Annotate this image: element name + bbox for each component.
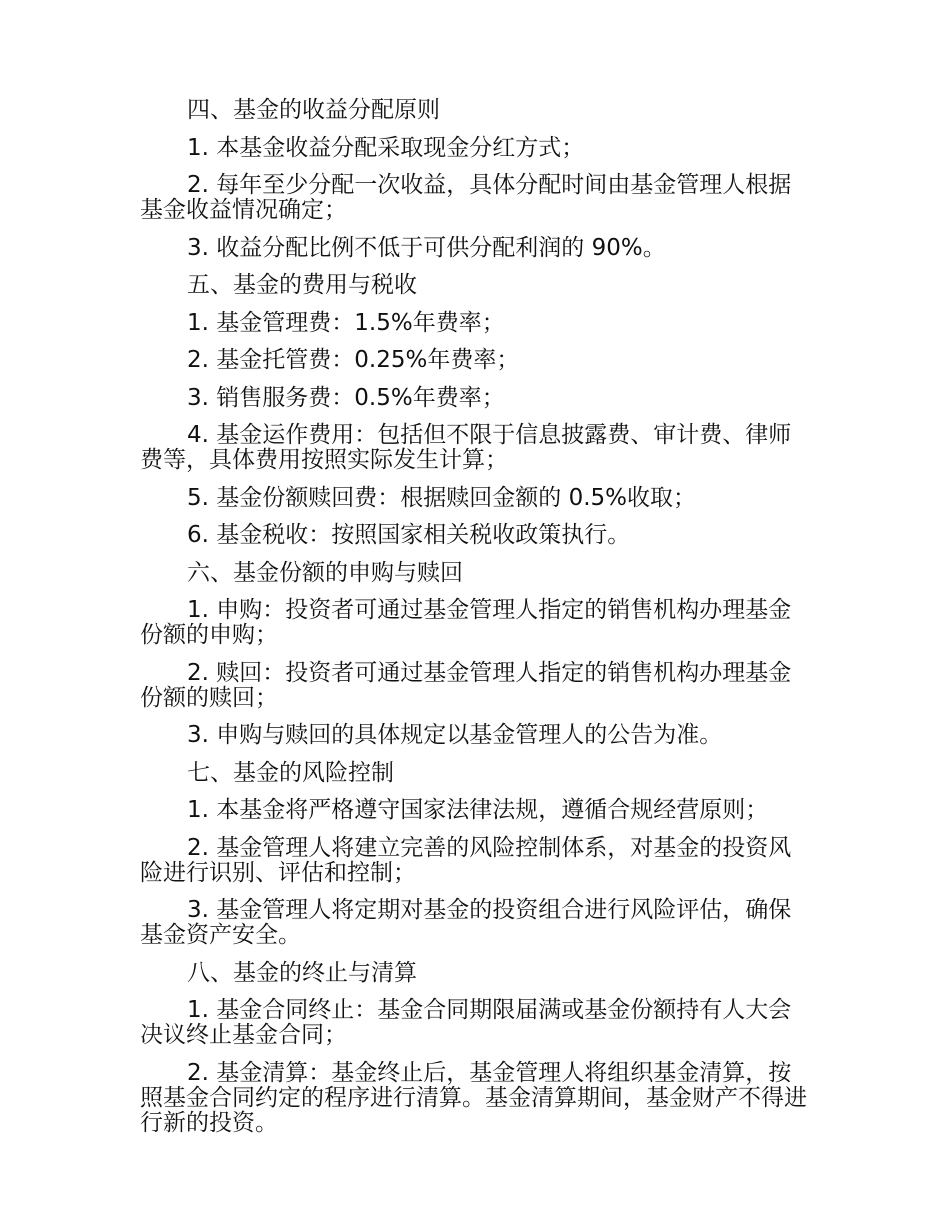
paragraph: 1. 本基金收益分配采取现金分红方式； [187, 134, 585, 161]
paragraph: 3. 收益分配比例不低于可供分配利润的 90%。 [187, 234, 666, 261]
paragraph: 3. 销售服务费：0.5%年费率； [187, 384, 505, 411]
paragraph: 2. 每年至少分配一次收益，具体分配时间由基金管理人根据基金收益情况确定； [140, 172, 792, 223]
section-heading-4: 四、基金的收益分配原则 [187, 97, 440, 123]
paragraph: 3. 基金管理人将定期对基金的投资组合进行风险评估，确保基金资产安全。 [140, 897, 792, 948]
section-heading-5: 五、基金的费用与税收 [187, 272, 417, 298]
document-body [140, 98, 810, 1148]
paragraph: 2. 赎回：投资者可通过基金管理人指定的销售机构办理基金份额的赎回； [140, 659, 792, 711]
paragraph: 1. 基金管理费：1.5%年费率； [187, 309, 505, 336]
paragraph: 1. 基金合同终止：基金合同期限届满或基金份额持有人大会决议终止基金合同； [140, 997, 792, 1048]
section-heading-6: 六、基金份额的申购与赎回 [187, 559, 463, 586]
paragraph: 4. 基金运作费用：包括但不限于信息披露费、审计费、律师费等，具体费用按照实际发生计算； [140, 422, 792, 473]
paragraph: 3. 申购与赎回的具体规定以基金管理人的公告为准。 [187, 722, 723, 748]
paragraph: 2. 基金清算：基金终止后，基金管理人将组织基金清算，按照基金合同约定的程序进行清算。基金清算期间，基金财产不得进行新的投资。 [140, 1059, 807, 1136]
paragraph: 2. 基金管理人将建立完善的风险控制体系，对基金的投资风险进行识别、评估和控制； [140, 834, 792, 886]
paragraph: 1. 本基金将严格遵守国家法律法规，遵循合规经营原则； [187, 797, 769, 823]
paragraph: 1. 申购：投资者可通过基金管理人指定的销售机构办理基金份额的申购； [140, 597, 792, 648]
paragraph: 5. 基金份额赎回费：根据赎回金额的 0.5%收取； [187, 484, 696, 511]
paragraph: 6. 基金税收：按照国家相关税收政策执行。 [187, 522, 631, 548]
paragraph: 2. 基金托管费：0.25%年费率； [187, 347, 520, 373]
section-heading-7: 七、基金的风险控制 [187, 759, 394, 786]
section-heading-8: 八、基金的终止与清算 [187, 959, 417, 986]
